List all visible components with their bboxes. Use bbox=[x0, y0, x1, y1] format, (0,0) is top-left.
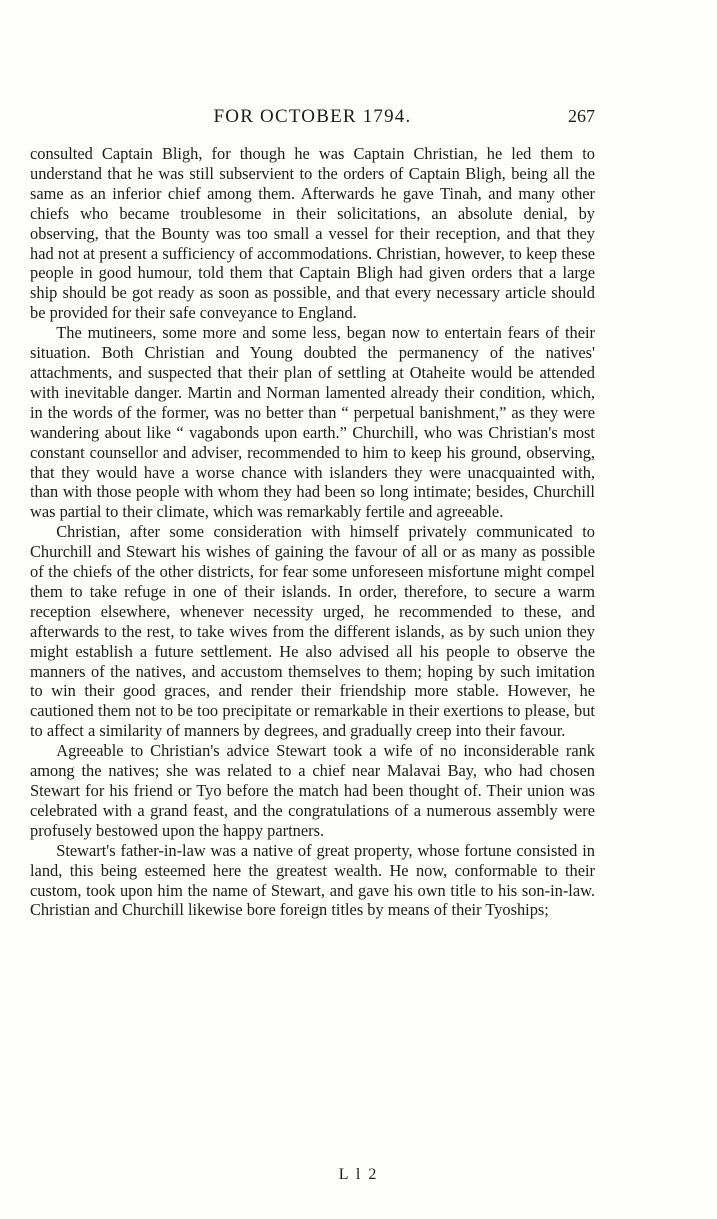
running-head bbox=[30, 106, 595, 136]
paragraph-5: Stewart's father-in-law was a native of great property, whose fortune consisted in land, this being esteemed here the greatest wealth. He now, conformable to their custom, took upon him the name of Stewart, and gave his own title to his son-in-law. Christian and Churchill likewise bore foreign titles by means of their Tyoships; bbox=[30, 840, 595, 920]
paragraph-2: The mutineers, some more and some less, began now to entertain fears of their situation. Both Christian and Young doubted the permanency of the natives' attachments, and suspected that their plan of settling at Otaheite would be attended with inevitable danger. Martin and Norman lamented already their condition, which, in the words of the former, was no better than “ perpetual banishment,” as they were wandering about like “ vagabonds upon earth.” Churchill, who was Christian's most constant counsellor and adviser, recommended to him to keep his ground, observing, that they would have a worse chance with islanders they were unacquainted with, than with those people with whom they had been so long intimate; besides, Churchill was partial to their climate, which was remarkably fertile and agreeable. bbox=[30, 323, 595, 522]
running-title: FOR OCTOBER 1794. bbox=[213, 106, 412, 127]
body-text bbox=[30, 144, 595, 920]
signature-mark: L l 2 bbox=[338, 1166, 379, 1183]
paragraph-4: Agreeable to Christian's advice Stewart took a wife of no inconsiderable rank among the natives; she was related to a chief near Malavai Bay, who had chosen Stewart for his friend or Tyo before the match had been thought of. Their union was celebrated with a grand feast, and the congratulations of a numerous assembly were profusely bestowed upon the happy partners. bbox=[30, 741, 595, 840]
paragraph-1: consulted Captain Bligh, for though he was Captain Christian, he led them to understand that he was still subservient to the orders of Captain Bligh, being all the same as an inferior chief among them. Afterwards he gave Tinah, and many other chiefs who became troublesome in their solicitations, an absolute denial, by observing, that the Bounty was too small a vessel for their reception, and that they had not at present a sufficiency of accommodations. Christian, however, to keep these people in good humour, told them that Captain Bligh had given orders that a large ship should be got ready as soon as possible, and that every necessary article should be provided for their safe conveyance to England. bbox=[30, 144, 595, 323]
paragraph-3: Christian, after some consideration with himself privately communicated to Churchill and Stewart his wishes of gaining the favour of all or as many as possible of the chiefs of the other districts, for fear some unforeseen misfortune might compel them to take refuge in one of their islands. In order, therefore, to secure a warm reception elsewhere, whenever necessity urged, he recommended to these, and afterwards to the rest, to take wives from the different islands, as by such union they might establish a future settlement. He also advised all his people to observe the manners of the natives, and accustom themselves to them; hoping by such imitation to win their good graces, and render their friendship more stable. However, he cautioned them not to be too precipitate or remarkable in their exertions to please, but to affect a similarity of manners by degrees, and gradually creep into their favour. bbox=[30, 522, 595, 741]
page-number: 267 bbox=[568, 106, 595, 126]
